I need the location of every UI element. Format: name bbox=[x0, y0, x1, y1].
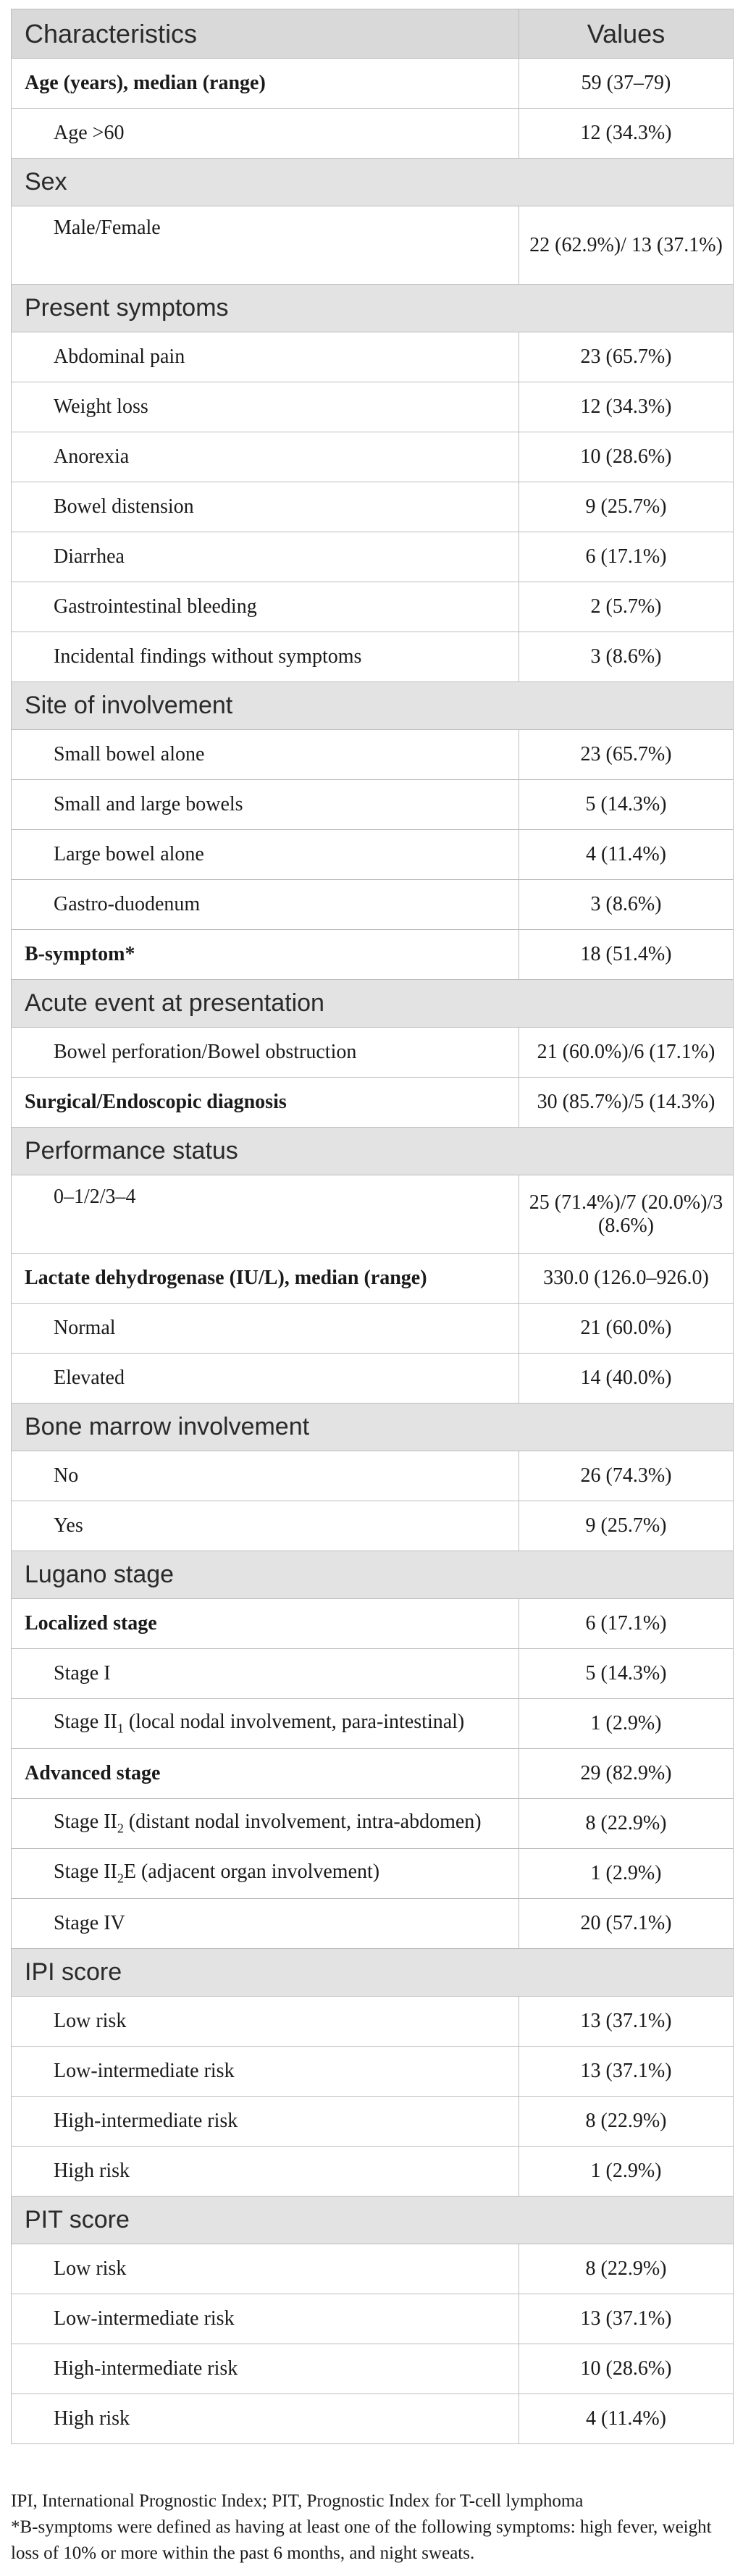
characteristic-label: Male/Female bbox=[12, 206, 519, 285]
label-text: Stage II bbox=[54, 1811, 117, 1834]
table-row bbox=[12, 59, 734, 109]
table-row bbox=[12, 830, 734, 880]
section-header-row bbox=[12, 1551, 734, 1599]
section-title: Lugano stage bbox=[12, 1551, 734, 1599]
label-subscript: 2 bbox=[117, 1821, 124, 1836]
section-title: IPI score bbox=[12, 1949, 734, 1997]
section-header-row bbox=[12, 980, 734, 1028]
characteristic-label: Low-intermediate risk bbox=[12, 2047, 519, 2097]
characteristic-label: Gastro-duodenum bbox=[12, 880, 519, 930]
table-row bbox=[12, 1451, 734, 1501]
value-cell: 13 (37.1%) bbox=[519, 1997, 734, 2047]
table-row bbox=[12, 482, 734, 532]
section-title: Site of involvement bbox=[12, 682, 734, 730]
value-cell: 1 (2.9%) bbox=[519, 1699, 734, 1749]
table-row bbox=[12, 1078, 734, 1128]
table-row bbox=[12, 2147, 734, 2197]
characteristic-label: High risk bbox=[12, 2147, 519, 2197]
characteristic-label: Small bowel alone bbox=[12, 730, 519, 780]
table-row bbox=[12, 1699, 734, 1749]
table-row bbox=[12, 1649, 734, 1699]
table-row bbox=[12, 1501, 734, 1551]
table-row bbox=[12, 1899, 734, 1949]
table-row bbox=[12, 382, 734, 432]
characteristic-label: Normal bbox=[12, 1304, 519, 1354]
table-row bbox=[12, 432, 734, 482]
section-title: PIT score bbox=[12, 2197, 734, 2244]
value-cell: 26 (74.3%) bbox=[519, 1451, 734, 1501]
table-header-row bbox=[12, 9, 734, 59]
value-cell: 20 (57.1%) bbox=[519, 1899, 734, 1949]
value-cell: 9 (25.7%) bbox=[519, 1501, 734, 1551]
value-cell: 9 (25.7%) bbox=[519, 482, 734, 532]
value-cell: 25 (71.4%)/7 (20.0%)/3 (8.6%) bbox=[519, 1175, 734, 1254]
characteristic-label: Surgical/Endoscopic diagnosis bbox=[12, 1078, 519, 1128]
table-row bbox=[12, 532, 734, 582]
value-cell: 30 (85.7%)/5 (14.3%) bbox=[519, 1078, 734, 1128]
characteristic-label: Age (years), median (range) bbox=[12, 59, 519, 109]
table-body bbox=[12, 59, 734, 2444]
table-row bbox=[12, 2394, 734, 2444]
table-row bbox=[12, 2294, 734, 2344]
characteristic-label: Low risk bbox=[12, 1997, 519, 2047]
table-row bbox=[12, 2047, 734, 2097]
header-characteristics: Characteristics bbox=[12, 9, 519, 59]
table-row bbox=[12, 632, 734, 682]
characteristic-label: Bowel distension bbox=[12, 482, 519, 532]
value-cell: 6 (17.1%) bbox=[519, 1599, 734, 1649]
label-subscript: 2 bbox=[117, 1871, 124, 1886]
value-cell: 13 (37.1%) bbox=[519, 2294, 734, 2344]
value-cell: 14 (40.0%) bbox=[519, 1354, 734, 1404]
section-title: Sex bbox=[12, 159, 734, 206]
characteristic-label: 0–1/2/3–4 bbox=[12, 1175, 519, 1254]
table-row bbox=[12, 2244, 734, 2294]
value-cell: 59 (37–79) bbox=[519, 59, 734, 109]
characteristic-label: Bowel perforation/Bowel obstruction bbox=[12, 1028, 519, 1078]
table-row bbox=[12, 1175, 734, 1254]
section-title: Acute event at presentation bbox=[12, 980, 734, 1028]
characteristic-label: Advanced stage bbox=[12, 1749, 519, 1799]
characteristic-label: Abdominal pain bbox=[12, 332, 519, 382]
value-cell: 21 (60.0%) bbox=[519, 1304, 734, 1354]
value-cell: 29 (82.9%) bbox=[519, 1749, 734, 1799]
table-row bbox=[12, 1254, 734, 1304]
characteristic-label: Stage IV bbox=[12, 1899, 519, 1949]
characteristic-label: Low-intermediate risk bbox=[12, 2294, 519, 2344]
footnote-b-symptoms: *B-symptoms were defined as having at least one of the following symptoms: high fever, weight loss of 10% or more within the past 6 months, and night sweats. bbox=[11, 2517, 712, 2563]
header-values: Values bbox=[519, 9, 734, 59]
label-suffix: (local nodal involvement, para-intestinal) bbox=[123, 1711, 465, 1734]
table-row bbox=[12, 880, 734, 930]
table-row bbox=[12, 1799, 734, 1849]
value-cell: 21 (60.0%)/6 (17.1%) bbox=[519, 1028, 734, 1078]
value-cell: 18 (51.4%) bbox=[519, 930, 734, 980]
value-cell: 4 (11.4%) bbox=[519, 2394, 734, 2444]
characteristic-label bbox=[12, 1849, 519, 1899]
characteristic-label: Yes bbox=[12, 1501, 519, 1551]
label-subscript: 1 bbox=[117, 1721, 124, 1736]
characteristic-label: Low risk bbox=[12, 2244, 519, 2294]
section-header-row bbox=[12, 1404, 734, 1451]
footnote-abbreviations: IPI, International Prognostic Index; PIT, Prognostic Index for T-cell lymphoma bbox=[11, 2491, 584, 2511]
section-header-row bbox=[12, 1128, 734, 1175]
table-row bbox=[12, 332, 734, 382]
table-row bbox=[12, 2344, 734, 2394]
characteristic-label: Diarrhea bbox=[12, 532, 519, 582]
characteristic-label: No bbox=[12, 1451, 519, 1501]
table-row bbox=[12, 730, 734, 780]
section-header-row bbox=[12, 2197, 734, 2244]
characteristic-label: Small and large bowels bbox=[12, 780, 519, 830]
value-cell: 10 (28.6%) bbox=[519, 2344, 734, 2394]
section-header-row bbox=[12, 1949, 734, 1997]
table-footnotes bbox=[11, 2488, 733, 2567]
characteristic-label: Localized stage bbox=[12, 1599, 519, 1649]
value-cell: 8 (22.9%) bbox=[519, 2244, 734, 2294]
table-row bbox=[12, 1849, 734, 1899]
characteristic-label: B-symptom* bbox=[12, 930, 519, 980]
section-header-row bbox=[12, 285, 734, 332]
value-cell: 330.0 (126.0–926.0) bbox=[519, 1254, 734, 1304]
characteristic-label: Weight loss bbox=[12, 382, 519, 432]
characteristic-label: High-intermediate risk bbox=[12, 2344, 519, 2394]
label-suffix: (distant nodal involvement, intra-abdomen) bbox=[123, 1811, 482, 1834]
characteristic-label: Gastrointestinal bleeding bbox=[12, 582, 519, 632]
value-cell: 22 (62.9%)/ 13 (37.1%) bbox=[519, 206, 734, 285]
value-cell: 12 (34.3%) bbox=[519, 382, 734, 432]
table-row bbox=[12, 1028, 734, 1078]
table-row bbox=[12, 1997, 734, 2047]
value-cell: 13 (37.1%) bbox=[519, 2047, 734, 2097]
value-cell: 8 (22.9%) bbox=[519, 2097, 734, 2147]
characteristic-label bbox=[12, 1699, 519, 1749]
characteristic-label: Incidental findings without symptoms bbox=[12, 632, 519, 682]
characteristic-label: Lactate dehydrogenase (IU/L), median (range) bbox=[12, 1254, 519, 1304]
label-suffix: E (adjacent organ involvement) bbox=[123, 1860, 380, 1884]
table-row bbox=[12, 109, 734, 159]
table-row bbox=[12, 1304, 734, 1354]
characteristic-label: Anorexia bbox=[12, 432, 519, 482]
table-row bbox=[12, 2097, 734, 2147]
value-cell: 1 (2.9%) bbox=[519, 2147, 734, 2197]
table-row bbox=[12, 1749, 734, 1799]
label-text: Stage II bbox=[54, 1860, 117, 1884]
characteristic-label: Age >60 bbox=[12, 109, 519, 159]
value-cell: 3 (8.6%) bbox=[519, 632, 734, 682]
value-cell: 6 (17.1%) bbox=[519, 532, 734, 582]
characteristics-table bbox=[11, 9, 734, 2444]
value-cell: 5 (14.3%) bbox=[519, 1649, 734, 1699]
table-row bbox=[12, 206, 734, 285]
value-cell: 8 (22.9%) bbox=[519, 1799, 734, 1849]
section-title: Performance status bbox=[12, 1128, 734, 1175]
value-cell: 5 (14.3%) bbox=[519, 780, 734, 830]
section-title: Bone marrow involvement bbox=[12, 1404, 734, 1451]
section-title: Present symptoms bbox=[12, 285, 734, 332]
table-row bbox=[12, 1599, 734, 1649]
value-cell: 4 (11.4%) bbox=[519, 830, 734, 880]
characteristic-label: Large bowel alone bbox=[12, 830, 519, 880]
table-row bbox=[12, 582, 734, 632]
value-cell: 23 (65.7%) bbox=[519, 730, 734, 780]
value-cell: 12 (34.3%) bbox=[519, 109, 734, 159]
value-cell: 1 (2.9%) bbox=[519, 1849, 734, 1899]
value-cell: 3 (8.6%) bbox=[519, 880, 734, 930]
label-text: Stage II bbox=[54, 1711, 117, 1734]
characteristic-label: Elevated bbox=[12, 1354, 519, 1404]
section-header-row bbox=[12, 159, 734, 206]
table-row bbox=[12, 930, 734, 980]
characteristic-label: High risk bbox=[12, 2394, 519, 2444]
value-cell: 10 (28.6%) bbox=[519, 432, 734, 482]
table-row bbox=[12, 780, 734, 830]
characteristic-label: High-intermediate risk bbox=[12, 2097, 519, 2147]
section-header-row bbox=[12, 682, 734, 730]
value-cell: 23 (65.7%) bbox=[519, 332, 734, 382]
characteristic-label bbox=[12, 1799, 519, 1849]
table-row bbox=[12, 1354, 734, 1404]
value-cell: 2 (5.7%) bbox=[519, 582, 734, 632]
characteristic-label: Stage I bbox=[12, 1649, 519, 1699]
